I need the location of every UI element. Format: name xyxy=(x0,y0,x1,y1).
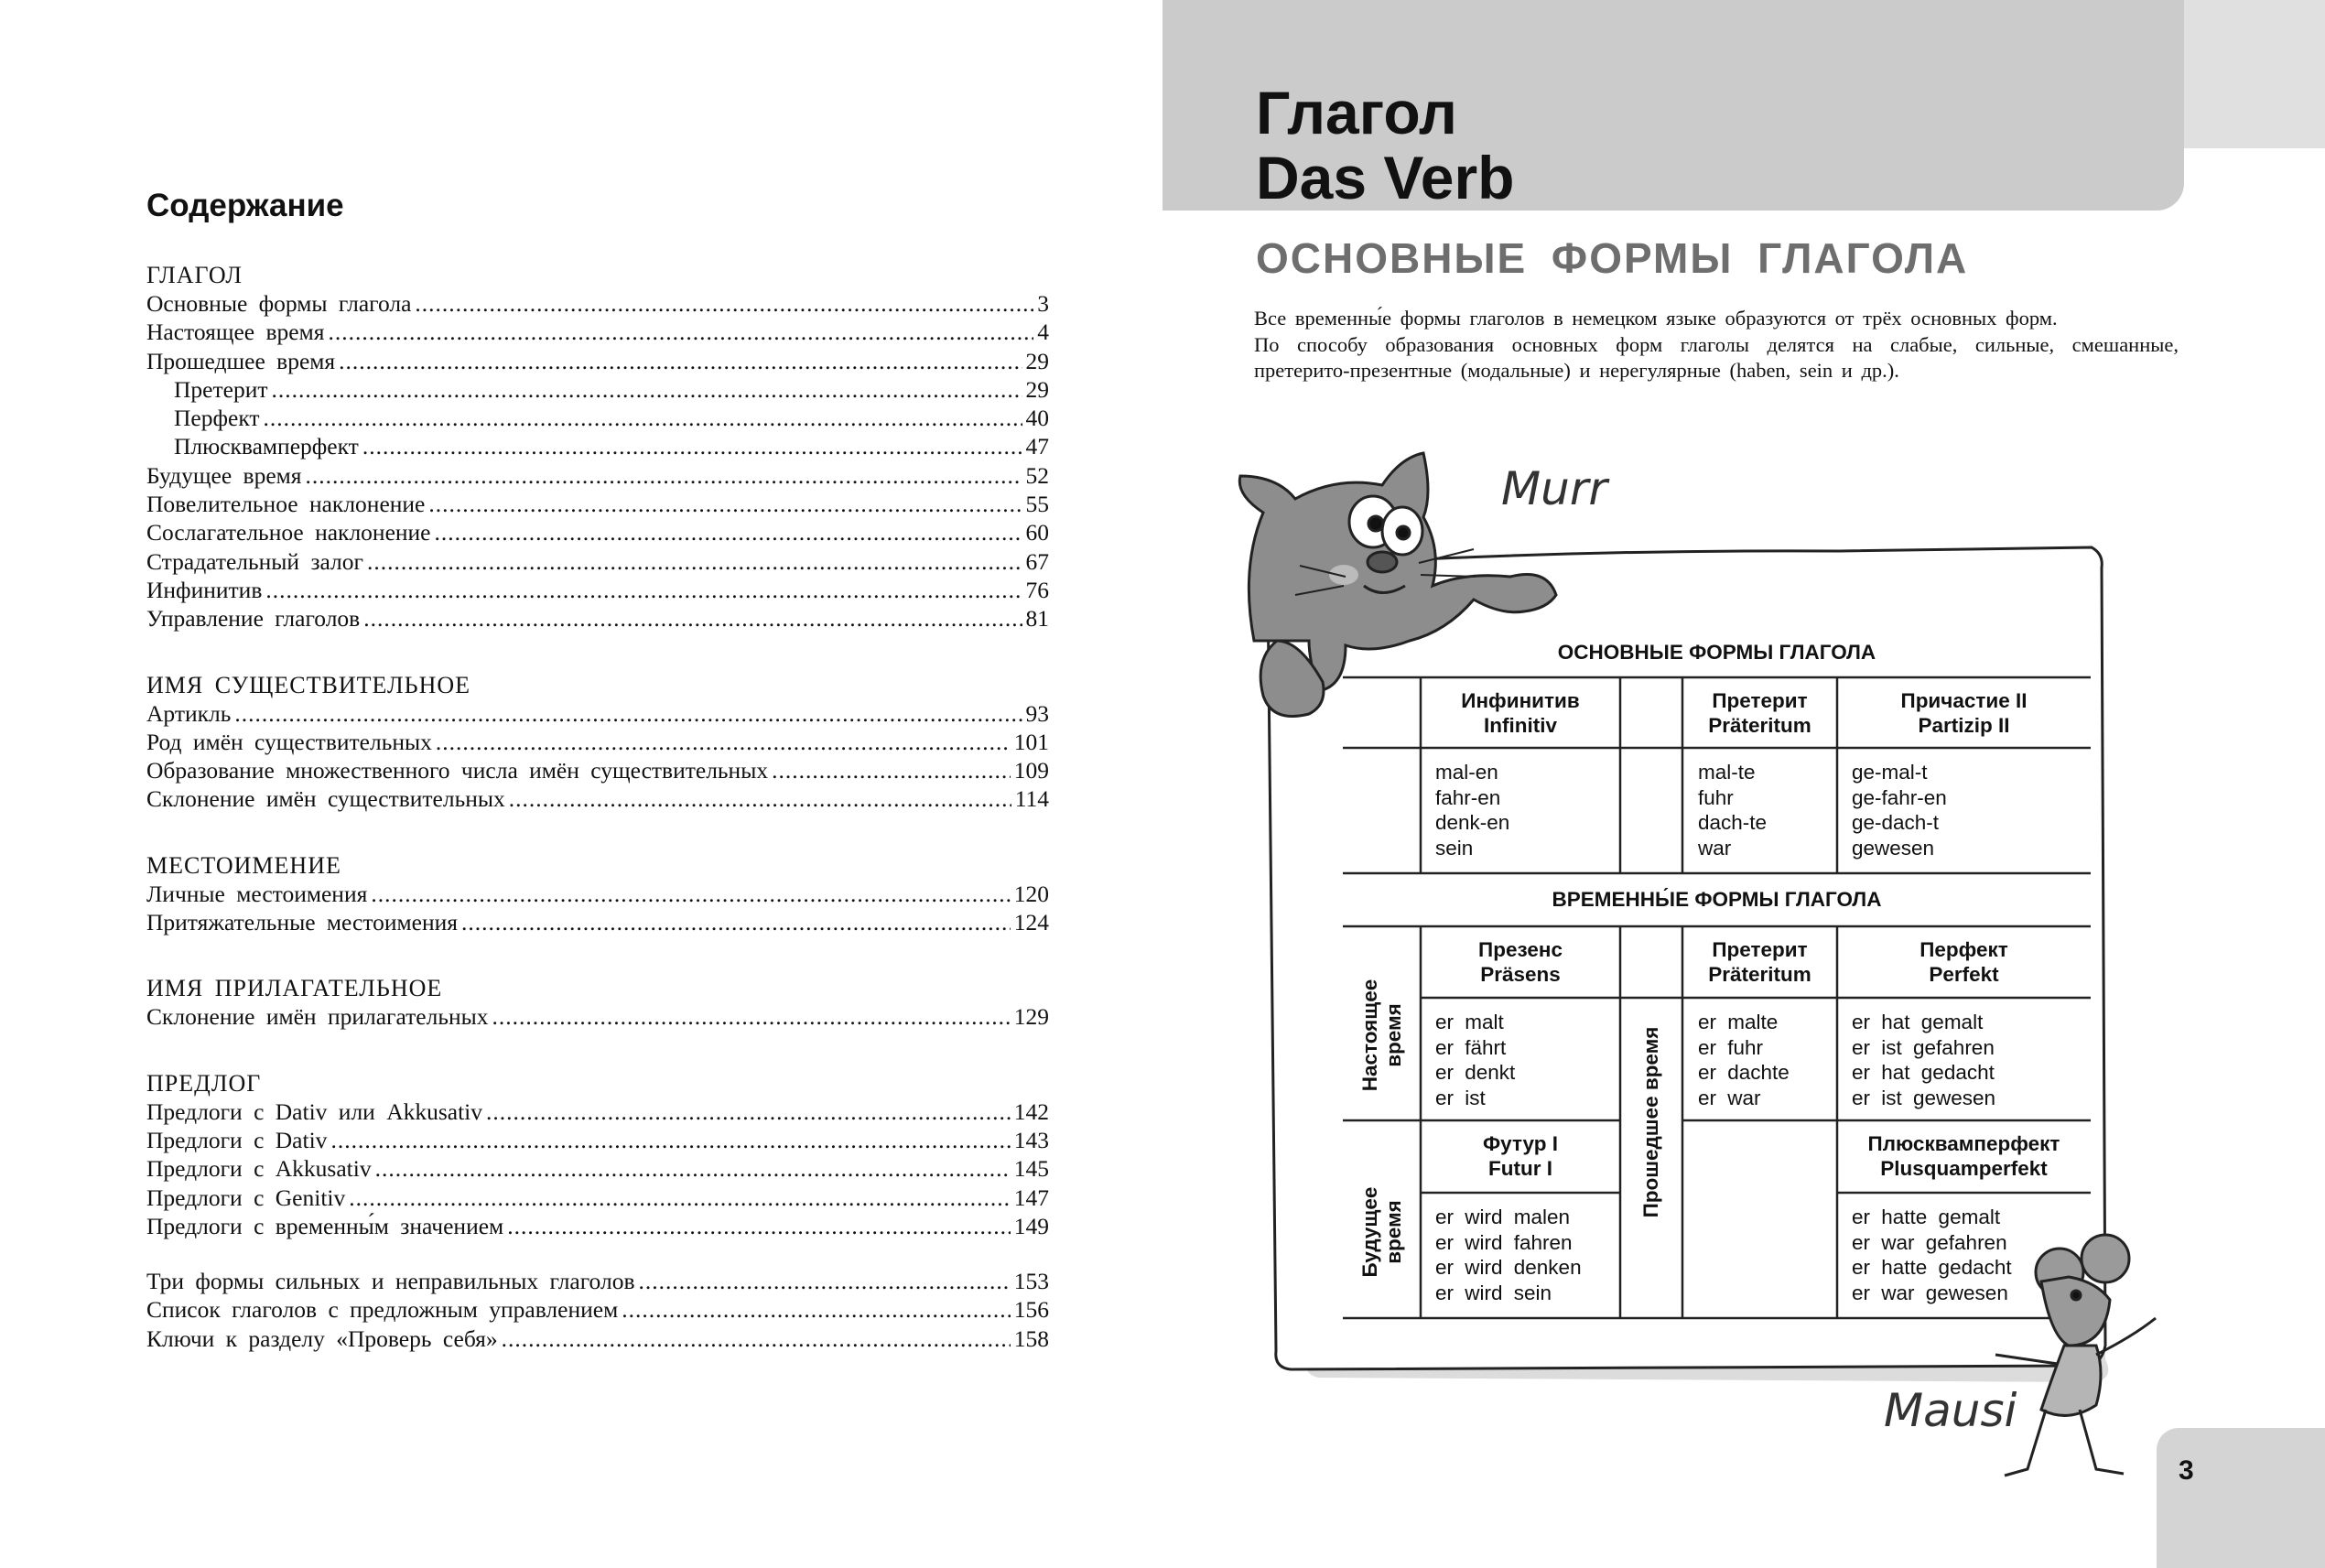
cell-perfekt-forms xyxy=(1852,1010,1995,1110)
toc-entry-label: Инфинитив xyxy=(146,576,263,603)
list-item: er wird denken xyxy=(1435,1256,1582,1279)
toc-section-heading: ИМЯ СУЩЕСТВИТЕЛЬНОЕ xyxy=(146,671,471,698)
header-plusquamperfekt xyxy=(1837,1131,2091,1181)
toc-entry-label: Повелительное наклонение xyxy=(146,491,426,518)
toc-entry-page: 76 xyxy=(1025,576,1049,603)
cat-name-label: Murr xyxy=(1501,462,1607,515)
header-partizip xyxy=(1837,688,2091,738)
toc-entry-label: Настоящее время xyxy=(146,319,325,346)
list-item: er fährt xyxy=(1435,1035,1507,1059)
header-perfekt-ru: Перфект xyxy=(1919,938,2008,961)
header-partizip-de: Partizip II xyxy=(1918,714,2010,737)
toc-entry-label: Претерит xyxy=(174,375,268,403)
header-futur xyxy=(1421,1131,1620,1181)
list-item: fuhr xyxy=(1698,785,1734,809)
list-item: ge-dach-t xyxy=(1852,811,1940,834)
toc-entry-label: Плюсквамперфект xyxy=(174,433,359,460)
side-label-present-1: Настоящее xyxy=(1358,979,1381,1092)
toc-entry-label: Склонение имён существительных xyxy=(146,785,505,813)
list-item: er ist gefahren xyxy=(1852,1035,1995,1059)
header-prateritum xyxy=(1682,688,1837,738)
header-praesens xyxy=(1421,937,1620,987)
toc-entry-label: Предлоги с Dativ xyxy=(146,1126,328,1153)
cell-praesens-forms xyxy=(1435,1010,1515,1110)
toc-entry-label: Предлоги с временны́м значением xyxy=(146,1212,504,1239)
toc-section-heading: МЕСТОИМЕНИЕ xyxy=(146,851,341,879)
toc-entry-page: 147 xyxy=(1013,1184,1049,1211)
toc-entry-label: Род имён существительных xyxy=(146,728,432,755)
header-praesens-de: Präsens xyxy=(1480,963,1561,986)
list-item: er hatte gedacht xyxy=(1852,1256,2012,1279)
toc-entry-page: 29 xyxy=(1025,375,1049,403)
header-futur-ru: Футур I xyxy=(1482,1132,1559,1155)
toc-entry-page: 93 xyxy=(1025,699,1049,727)
list-item: er denkt xyxy=(1435,1061,1516,1084)
list-item: sein xyxy=(1435,836,1474,860)
toc-entry-page: 29 xyxy=(1025,347,1049,374)
toc-entry-page: 55 xyxy=(1025,491,1049,518)
toc-entry-page: 4 xyxy=(1037,319,1049,346)
toc-entry-label: Предлоги с Genitiv xyxy=(146,1184,346,1211)
header-prateritum-2 xyxy=(1682,937,1837,987)
page-number: 3 xyxy=(2179,1455,2194,1486)
list-item: er malt xyxy=(1435,1011,1504,1033)
toc-entry-label: Прошедшее время xyxy=(146,347,336,374)
toc-entry-label: Основные формы глагола xyxy=(146,290,412,317)
toc-entry-page: 114 xyxy=(1014,785,1049,813)
toc-entry-page: 40 xyxy=(1025,405,1049,432)
toc-entry-label: Склонение имён прилагательных xyxy=(146,1003,489,1031)
section-subtitle: ОСНОВНЫЕ ФОРМЫ ГЛАГОЛА xyxy=(1256,234,1969,282)
header-infinitive xyxy=(1421,688,1620,738)
toc-entry-label: Личные местоимения xyxy=(146,880,368,907)
cell-futur-forms xyxy=(1435,1205,1582,1305)
list-item: er dachte xyxy=(1698,1061,1790,1084)
toc-entry-page: 47 xyxy=(1025,433,1049,460)
chapter-title-ru: Глагол xyxy=(1256,79,1457,146)
toc-entry-label: Перфект xyxy=(174,405,260,432)
toc-entry-label: Сослагательное наклонение xyxy=(146,519,431,546)
toc-entry-page: 3 xyxy=(1037,290,1049,317)
header-perfekt xyxy=(1837,937,2091,987)
header-prateritum-ru: Претерит xyxy=(1712,689,1808,712)
toc-section-heading: ПРЕДЛОГ xyxy=(146,1069,262,1097)
page-tab xyxy=(2157,1428,2325,1568)
mouse-name-label: Mausi xyxy=(1884,1384,2017,1437)
toc-entry-page: 156 xyxy=(1013,1296,1049,1324)
cell-partizip-forms xyxy=(1852,760,1947,860)
header-perfekt-de: Perfekt xyxy=(1929,963,1999,986)
list-item: er hat gemalt xyxy=(1852,1011,1984,1033)
toc-entry-page: 120 xyxy=(1013,880,1049,907)
table-title-tense-forms: ВРЕМЕННЫ́Е ФОРМЫ ГЛАГОЛА xyxy=(1552,888,1882,911)
side-label-present-2: время xyxy=(1382,1003,1405,1067)
header-prateritum-de: Präteritum xyxy=(1708,714,1811,737)
toc-entry-page: 81 xyxy=(1025,605,1049,633)
toc-entry-page: 158 xyxy=(1013,1325,1049,1352)
cell-plusquamperfekt-forms xyxy=(1852,1205,2012,1305)
toc-entry-label: Страдательный залог xyxy=(146,547,363,575)
toc-entry-page: 124 xyxy=(1013,909,1049,936)
toc-entry-page: 67 xyxy=(1025,547,1049,575)
list-item: mal-en xyxy=(1435,761,1498,784)
header-infinitive-ru: Инфинитив xyxy=(1461,689,1580,712)
cell-infinitive-forms xyxy=(1435,760,1509,860)
chapter-title-de: Das Verb xyxy=(1256,144,1515,211)
list-item: er war gefahren xyxy=(1852,1230,2007,1254)
intro-paragraph-1: Все временны́е формы глаголов в немецком языке образуются от трёх основных форм. xyxy=(1254,307,2058,330)
side-label-present xyxy=(1358,953,1406,1118)
list-item: war xyxy=(1698,836,1732,860)
toc-entry-label: Предлоги с Akkusativ xyxy=(146,1155,372,1183)
list-item: er fuhr xyxy=(1698,1035,1764,1059)
toc-entry-page: 129 xyxy=(1013,1003,1049,1031)
list-item: denk-en xyxy=(1435,811,1510,834)
toc-entry-page: 149 xyxy=(1013,1212,1049,1239)
header-prateritum-2-de: Präteritum xyxy=(1708,963,1811,986)
list-item: er wird malen xyxy=(1435,1206,1571,1228)
cell-prateritum-forms xyxy=(1698,760,1767,860)
toc-section-heading: ИМЯ ПРИЛАГАТЕЛЬНОЕ xyxy=(146,975,443,1002)
list-item: er wird fahren xyxy=(1435,1230,1573,1254)
list-item: ge-fahr-en xyxy=(1852,785,1947,809)
header-partizip-ru: Причастие II xyxy=(1900,689,2028,712)
toc-section-heading: ГЛАГОЛ xyxy=(146,262,243,288)
toc-entry-label: Предлоги с Dativ или Akkusativ xyxy=(146,1098,483,1125)
side-label-future-2: время xyxy=(1382,1200,1405,1264)
toc-entry-label: Артикль xyxy=(146,699,232,727)
intro-paragraph-2: По способу образования основных форм глаголы делятся на слабые, сильные, смешанные, претерито-презентные (модальные) и нерегулярные (haben, sein и др.). xyxy=(1254,332,2179,382)
list-item: er war xyxy=(1698,1086,1761,1109)
list-item: ge-mal-t xyxy=(1852,761,1928,784)
header-plusquamperfekt-ru: Плюсквамперфект xyxy=(1867,1132,2060,1155)
list-item: mal-te xyxy=(1698,761,1756,784)
header-prateritum-2-ru: Претерит xyxy=(1712,938,1808,961)
toc-entry-page: 142 xyxy=(1013,1098,1049,1125)
header-plusquamperfekt-de: Plusquamperfekt xyxy=(1880,1157,2048,1180)
toc-entry-label: Притяжательные местоимения xyxy=(146,909,459,936)
side-label-future-1: Будущее xyxy=(1358,1186,1381,1278)
list-item: er hat gedacht xyxy=(1852,1061,1995,1084)
list-item: er wird sein xyxy=(1435,1281,1552,1304)
list-item: fahr-en xyxy=(1435,785,1501,809)
header-futur-de: Futur I xyxy=(1488,1157,1552,1180)
toc-entry-label: Ключи к разделу «Проверь себя» xyxy=(146,1325,498,1352)
list-item: er war gewesen xyxy=(1852,1281,2008,1304)
list-item: gewesen xyxy=(1852,836,1935,860)
toc-entry-page: 52 xyxy=(1025,461,1049,489)
list-item: er hatte gemalt xyxy=(1852,1206,2001,1228)
toc-entry-page: 143 xyxy=(1013,1126,1049,1153)
toc-entry-page: 109 xyxy=(1013,757,1049,784)
toc-entry-label: Список глаголов с предложным управлением xyxy=(146,1296,619,1324)
header-infinitive-de: Infinitiv xyxy=(1484,714,1557,737)
cell-prateritum-2-forms xyxy=(1698,1010,1790,1110)
toc-entry-label: Образование множественного числа имён существительных xyxy=(146,757,769,784)
table-title-basic-forms: ОСНОВНЫЕ ФОРМЫ ГЛАГОЛА xyxy=(1557,641,1876,664)
toc-title: Содержание xyxy=(146,188,344,223)
list-item: er malte xyxy=(1698,1011,1779,1033)
header-praesens-ru: Презенс xyxy=(1478,938,1563,961)
side-label-past: Прошедшее время xyxy=(1639,1026,1662,1218)
side-label-future xyxy=(1358,1150,1406,1314)
toc-entry-label: Будущее время xyxy=(146,461,302,489)
list-item: er ist gewesen xyxy=(1852,1086,1996,1109)
toc-entry-page: 60 xyxy=(1025,519,1049,546)
toc-entry-page: 145 xyxy=(1013,1155,1049,1183)
toc-entry-label: Управление глаголов xyxy=(146,605,361,633)
toc-entry-page: 153 xyxy=(1013,1268,1049,1295)
toc-entry-label: Три формы сильных и неправильных глаголов xyxy=(146,1268,635,1295)
list-item: dach-te xyxy=(1698,811,1768,834)
toc-entry-page: 101 xyxy=(1013,728,1049,755)
list-item: er ist xyxy=(1435,1086,1486,1109)
